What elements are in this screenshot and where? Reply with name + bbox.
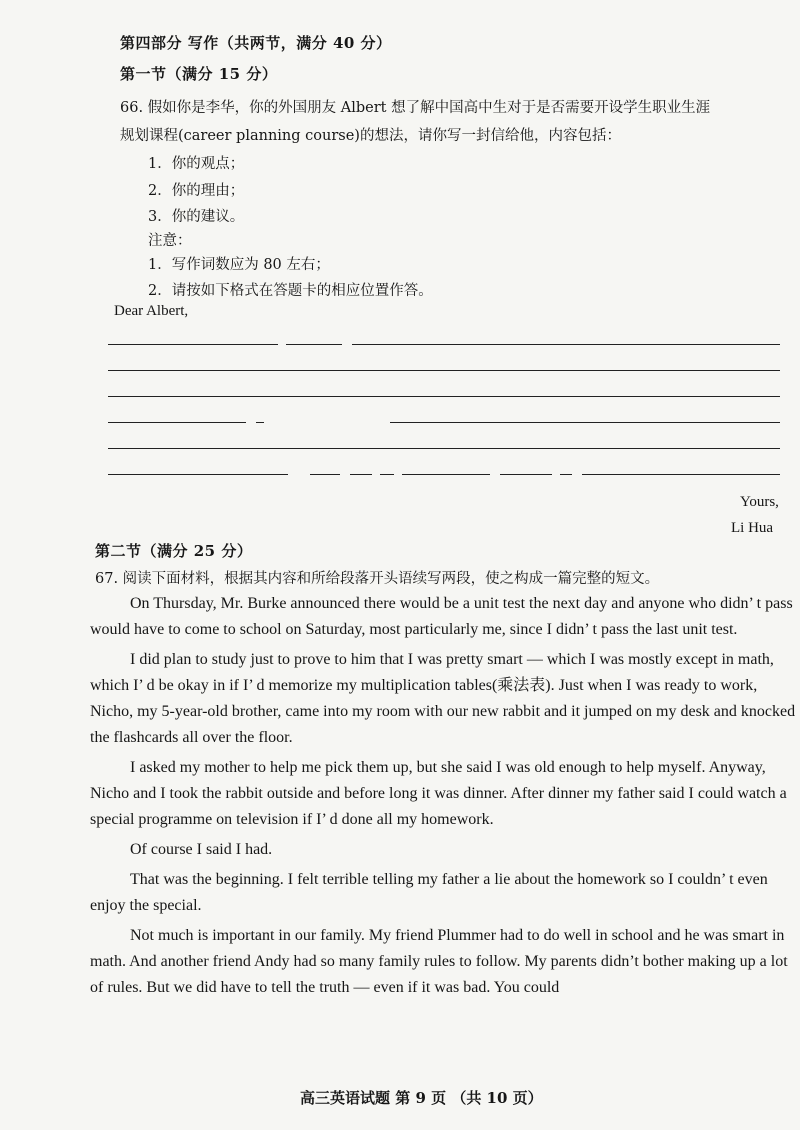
passage-paragraph: Of course I said I had. (130, 841, 273, 858)
passage-paragraph: On Thursday, Mr. Burke announced there would be a unit test the next day and anyone who didn’ t pass would have to come to school on Saturday, most particularly me, since I didn’ t pass the last unit test. (90, 595, 793, 638)
passage-paragraph: Not much is important in our family. My friend Plummer had to do well in school and he was smart in math. And another friend Andy had so many family rules to follow. My parents didn’t bother making up a lot of rules. But we did have to tell the truth — even if it was bad. You could (90, 927, 788, 996)
section2-title: 第二节（满分 25 分） (95, 542, 253, 560)
section1-title: 第一节（满分 15 分） (120, 65, 278, 83)
notes-label: 注意： (148, 233, 192, 249)
writing-line (256, 422, 264, 423)
closing: Yours, (740, 494, 779, 510)
writing-line (286, 344, 342, 345)
writing-line (108, 474, 288, 475)
passage-paragraph: I asked my mother to help me pick them up, but she said I was old enough to help myself. Anyway, Nicho and I took the rabbit outside and before long it was dinner. After dinner my father said I could watch a special programme on television if I’ d done all my homework. (90, 759, 787, 828)
q66-line2: 规划课程(career planning course)的想法，请你写一封信给他，内容包括： (120, 128, 621, 144)
writing-line (108, 422, 246, 423)
writing-line (108, 396, 780, 397)
passage-paragraph: That was the beginning. I felt terrible telling my father a lie about the homework so I couldn’ t even enjoy the special. (90, 871, 768, 914)
content-item-3: 3．你的建议。 (148, 209, 245, 225)
salutation: Dear Albert, (114, 303, 189, 319)
content-item-2: 2．你的理由； (148, 183, 245, 199)
writing-line (500, 474, 552, 475)
q67-instruction: 67. 阅读下面材料，根据其内容和所给段落开头语续写两段，使之构成一篇完整的短文。 (95, 571, 660, 587)
writing-line (402, 474, 490, 475)
writing-line (380, 474, 394, 475)
note-1: 1．写作词数应为 80 左右； (148, 257, 330, 273)
page-footer: 高三英语试题 第 9 页 （共 10 页） (300, 1089, 543, 1107)
writing-line (108, 344, 278, 345)
writing-line (350, 474, 372, 475)
note-2: 2．请按如下格式在答题卡的相应位置作答。 (148, 283, 433, 299)
writing-line (560, 474, 572, 475)
content-item-1: 1．你的观点； (148, 156, 245, 172)
part4-title: 第四部分 写作（共两节，满分 40 分） (120, 34, 392, 52)
writing-line (582, 474, 780, 475)
signature: Li Hua (731, 520, 774, 536)
writing-line (310, 474, 340, 475)
writing-line (108, 370, 780, 371)
writing-line (352, 344, 780, 345)
writing-line (390, 422, 780, 423)
writing-line (108, 448, 780, 449)
passage-paragraph: I did plan to study just to prove to him that I was pretty smart — which I was mostly except in math, which I’ d be okay in if I’ d memorize my multiplication tables(乘法表). Just when I was ready to work, Nicho, my 5-year-old brother, came into my room with our new rabbit and it jumped on my desk and knocked the flashcards all over the floor. (90, 651, 796, 746)
passage (90, 591, 798, 1001)
q66-line1: 66. 假如你是李华，你的外国朋友 Albert 想了解中国高中生对于是否需要开设学生职业生涯 (120, 100, 711, 116)
